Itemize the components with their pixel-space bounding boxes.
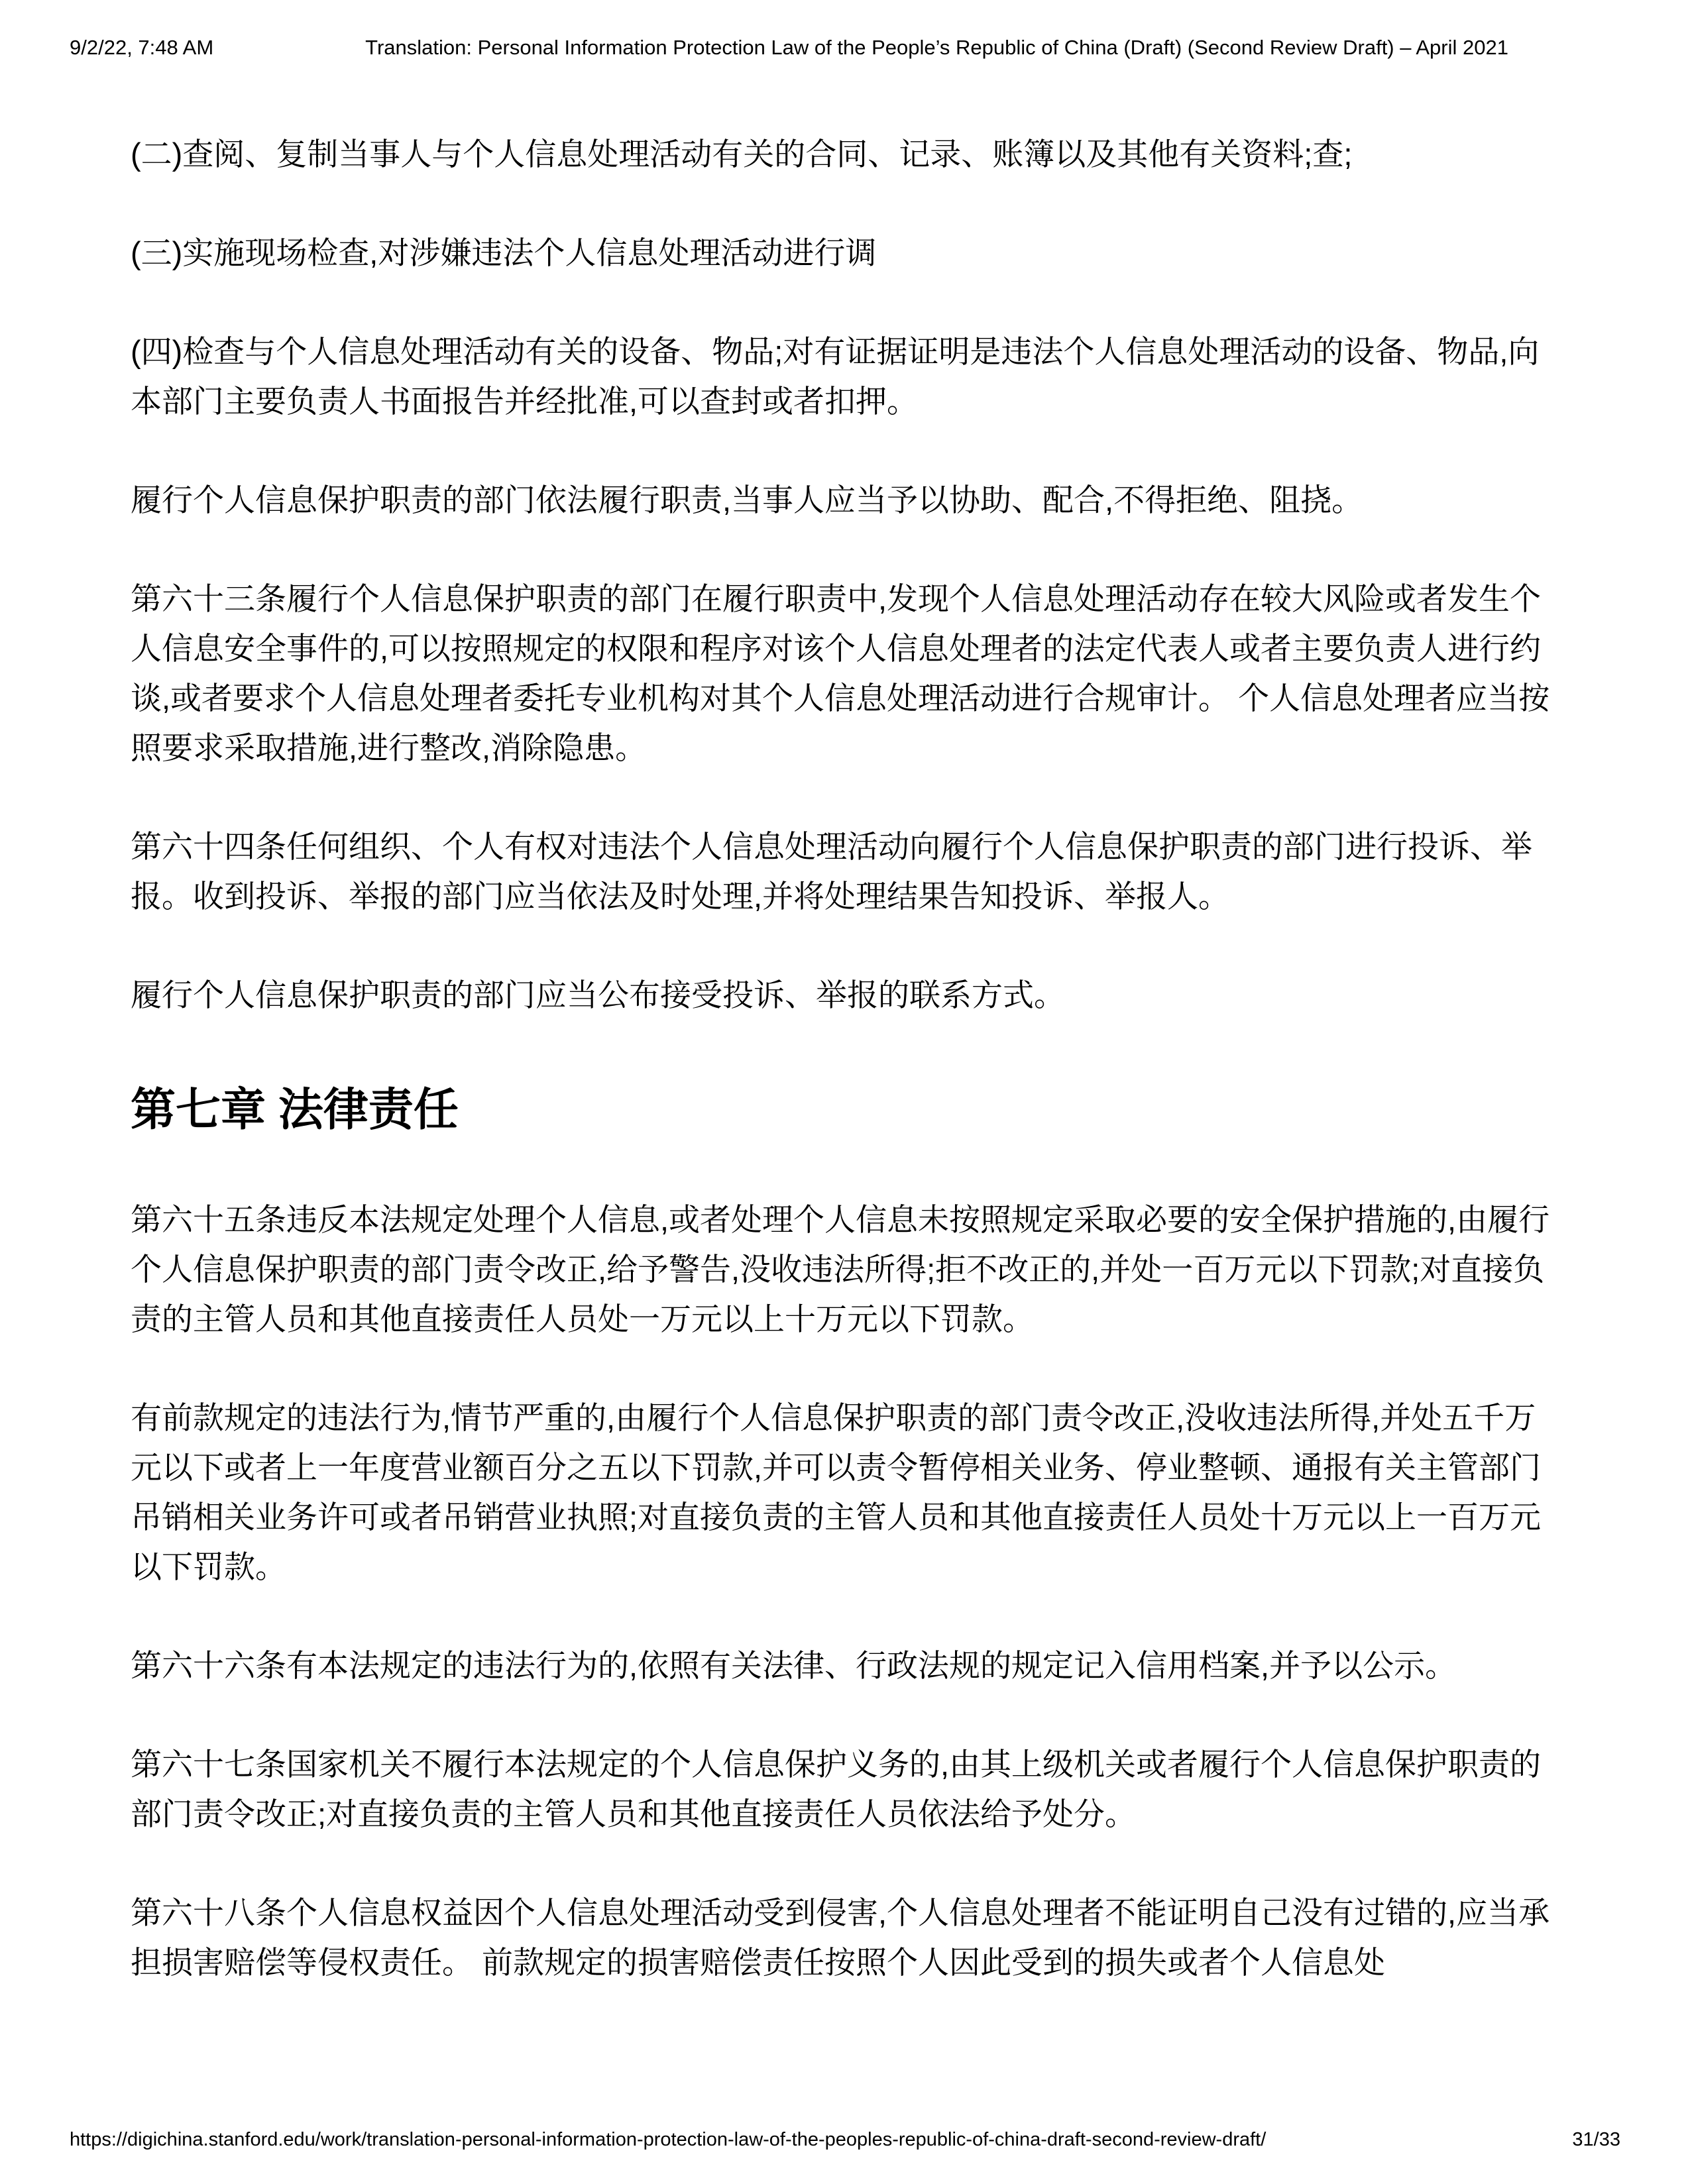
paragraph: (四)检查与个人信息处理活动有关的设备、物品;对有证据证明是违法个人信息处理活动的设备、物品,向本部门主要负责人书面报告并经批准,可以查封或者扣押。 — [131, 334, 1540, 419]
page-number: 31/33 — [1572, 2129, 1620, 2150]
paragraph: 第六十七条国家机关不履行本法规定的个人信息保护义务的,由其上级机关或者履行个人信息保护职责的部门责令改正;对直接负责的主管人员和其他直接责任人员依法给予处分。 — [131, 1747, 1542, 1831]
paragraph: (二)查阅、复制当事人与个人信息处理活动有关的合同、记录、账簿以及其他有关资料;查; — [131, 136, 1353, 172]
paragraph: 履行个人信息保护职责的部门依法履行职责,当事人应当予以协助、配合,不得拒绝、阻挠。 — [131, 482, 1363, 518]
paragraph: 第六十八条个人信息权益因个人信息处理活动受到侵害,个人信息处理者不能证明自己没有过错的,应当承担损害赔偿等侵权责任。 前款规定的损害赔偿责任按照个人因此受到的损失或者个人信息处 — [131, 1895, 1550, 1980]
document-title: Translation: Personal Information Protection Law of the People’s Republic of China (Draft) (Second Review Draft) – April 2021 — [365, 36, 1508, 59]
paragraph: 第六十六条有本法规定的违法行为的,依照有关法律、行政法规的规定记入信用档案,并予以公示。 — [131, 1648, 1457, 1683]
chapter-heading: 第七章 法律责任 — [131, 1085, 459, 1135]
paragraph: 第六十三条履行个人信息保护职责的部门在履行职责中,发现个人信息处理活动存在较大风险或者发生个人信息安全事件的,可以按照规定的权限和程序对该个人信息处理者的法定代表人或者主要负责人进行约谈,或者要求个人信息处理者委托专业机构对其个人信息处理活动进行合规审计。 个人信息处理者应当按照要求采取措施,进行整改,消除隐患。 — [131, 581, 1550, 765]
paragraph: 履行个人信息保护职责的部门应当公布接受投诉、举报的联系方式。 — [131, 977, 1065, 1012]
paragraph: 有前款规定的违法行为,情节严重的,由履行个人信息保护职责的部门责令改正,没收违法所得,并处五千万元以下或者上一年度营业额百分之五以下罚款,并可以责令暂停相关业务、停业整顿、通报有关主管部门吊销相关业务许可或者吊销营业执照;对直接负责的主管人员和其他直接责任人员处十万元以上一百万元以下罚款。 — [131, 1400, 1542, 1584]
paragraph: 第六十五条违反本法规定处理个人信息,或者处理个人信息未按照规定采取必要的安全保护措施的,由履行个人信息保护职责的部门责令改正,给予警告,没收违法所得;拒不改正的,并处一百万元以下罚款;对直接负责的主管人员和其他直接责任人员处一万元以上十万元以下罚款。 — [131, 1202, 1550, 1337]
source-url: https://digichina.stanford.edu/work/translation-personal-information-protection-law-of-the-peoples-republic-of-china-draft-second-review-draft/ — [70, 2129, 1267, 2150]
print-header — [0, 34, 1690, 61]
paragraph: 第六十四条任何组织、个人有权对违法个人信息处理活动向履行个人信息保护职责的部门进行投诉、举报。收到投诉、举报的部门应当依法及时处理,并将处理结果告知投诉、举报人。 — [131, 829, 1532, 914]
paragraph-group-top — [131, 129, 1562, 1020]
document-body — [131, 129, 1562, 2036]
paragraph-group-bottom — [131, 1195, 1562, 1987]
print-timestamp: 9/2/22, 7:48 AM — [70, 36, 214, 59]
print-footer — [0, 2127, 1690, 2152]
paragraph: (三)实施现场检查,对涉嫌违法个人信息处理活动进行调 — [131, 235, 877, 270]
